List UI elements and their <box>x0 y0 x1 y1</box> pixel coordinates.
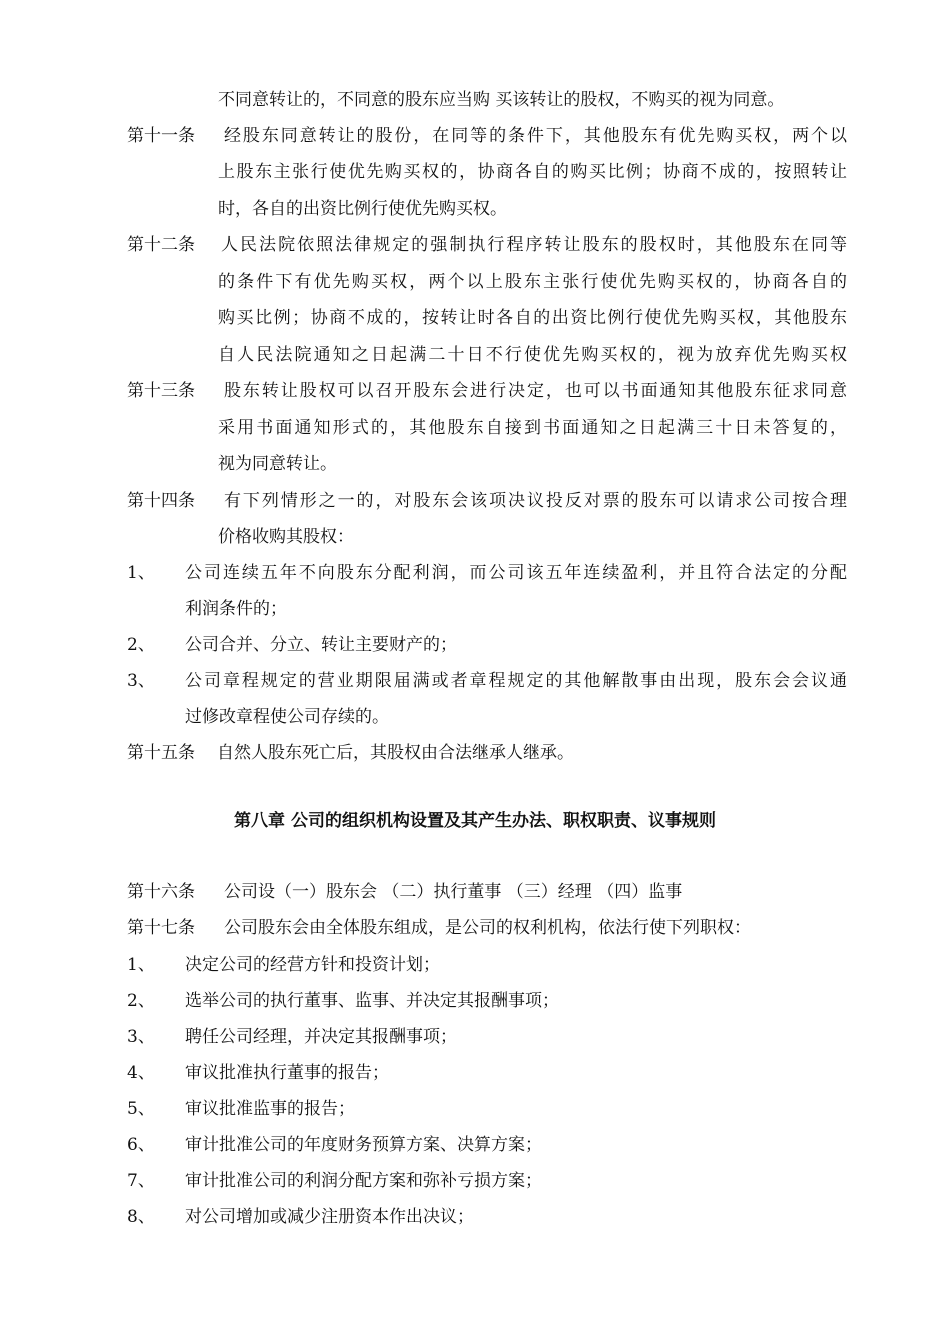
article-14-item-1-number: 1、 <box>127 563 155 583</box>
article-17-label: 第十七条 <box>127 918 195 938</box>
article-14-label: 第十四条 <box>127 491 195 511</box>
article-11-label: 第十一条 <box>127 126 195 146</box>
article-12-line-2: 的条件下有优先购买权，两个以上股东主张行使优先购买权的，协商各自的 <box>218 272 847 292</box>
article-13-line-3: 视为同意转让。 <box>218 454 337 474</box>
article-14-item-3-line-2: 过修改章程使公司存续的。 <box>185 707 389 727</box>
article-14-line-2: 价格收购其股权： <box>218 527 354 547</box>
article-12-line-3: 购买比例；协商不成的，按转让时各自的出资比例行使优先购买权，其他股东 <box>218 308 847 328</box>
article-12-line-4: 自人民法院通知之日起满二十日不行使优先购买权的，视为放弃优先购买权 <box>218 345 847 365</box>
article-14-item-2-line-1: 公司合并、分立、转让主要财产的； <box>185 635 457 655</box>
article-14-line-1: 有下列情形之一的，对股东会该项决议投反对票的股东可以请求公司按合理 <box>224 491 847 511</box>
article-15-text: 自然人股东死亡后，其股权由合法继承人继承。 <box>217 743 574 763</box>
article-17-item-6-text: 审计批准公司的年度财务预算方案、决算方案； <box>185 1135 542 1155</box>
article-14-item-3-number: 3、 <box>127 671 155 691</box>
chapter-8-heading: 第八章 公司的组织机构设置及其产生办法、职权职责、议事规则 <box>234 811 716 831</box>
article-14-item-2-number: 2、 <box>127 635 155 655</box>
article-12-label: 第十二条 <box>127 235 195 255</box>
article-11-line-3: 时，各自的出资比例行使优先购买权。 <box>218 199 507 219</box>
article-13-label: 第十三条 <box>127 381 195 401</box>
article-14-item-3-line-1: 公司章程规定的营业期限届满或者章程规定的其他解散事由出现，股东会会议通 <box>185 671 847 691</box>
article-17-item-3-text: 聘任公司经理，并决定其报酬事项； <box>185 1027 457 1047</box>
article-17-item-8-text: 对公司增加或减少注册资本作出决议； <box>185 1207 474 1227</box>
article-17-item-2-text: 选举公司的执行董事、监事、并决定其报酬事项； <box>185 991 559 1011</box>
article-15-label: 第十五条 <box>127 743 195 763</box>
article-13-line-1: 股东转让股权可以召开股东会进行决定，也可以书面通知其他股东征求同意 <box>224 381 847 401</box>
article-10-continuation: 不同意转让的，不同意的股东应当购 买该转让的股权，不购买的视为同意。 <box>218 90 785 110</box>
article-17-item-4-number: 4、 <box>127 1063 155 1083</box>
article-17-item-7-text: 审计批准公司的利润分配方案和弥补亏损方案； <box>185 1171 542 1191</box>
article-17-item-6-number: 6、 <box>127 1135 155 1155</box>
article-17-text: 公司股东会由全体股东组成，是公司的权利机构，依法行使下列职权： <box>224 918 751 938</box>
article-17-item-8-number: 8、 <box>127 1207 155 1227</box>
article-17-item-2-number: 2、 <box>127 991 155 1011</box>
article-16-label: 第十六条 <box>127 882 195 902</box>
article-16-text: 公司设（一）股东会 （二）执行董事 （三）经理 （四）监事 <box>224 882 683 902</box>
article-17-item-4-text: 审议批准执行董事的报告； <box>185 1063 389 1083</box>
article-17-item-5-number: 5、 <box>127 1099 155 1119</box>
article-17-item-3-number: 3、 <box>127 1027 155 1047</box>
article-14-item-1-line-1: 公司连续五年不向股东分配利润，而公司该五年连续盈利，并且符合法定的分配 <box>185 563 847 583</box>
article-14-item-1-line-2: 利润条件的； <box>185 599 287 619</box>
article-12-line-1: 人民法院依照法律规定的强制执行程序转让股东的股权时，其他股东在同等 <box>221 235 847 255</box>
article-13-line-2: 采用书面通知形式的，其他股东自接到书面通知之日起满三十日未答复的， <box>218 418 847 438</box>
article-17-item-5-text: 审议批准监事的报告； <box>185 1099 355 1119</box>
article-17-item-1-text: 决定公司的经营方针和投资计划； <box>185 955 440 975</box>
article-17-item-7-number: 7、 <box>127 1171 155 1191</box>
article-17-item-1-number: 1、 <box>127 955 155 975</box>
article-11-line-1: 经股东同意转让的股份，在同等的条件下，其他股东有优先购买权，两个以 <box>224 126 847 146</box>
article-11-line-2: 上股东主张行使优先购买权的，协商各自的购买比例；协商不成的，按照转让 <box>218 162 847 182</box>
